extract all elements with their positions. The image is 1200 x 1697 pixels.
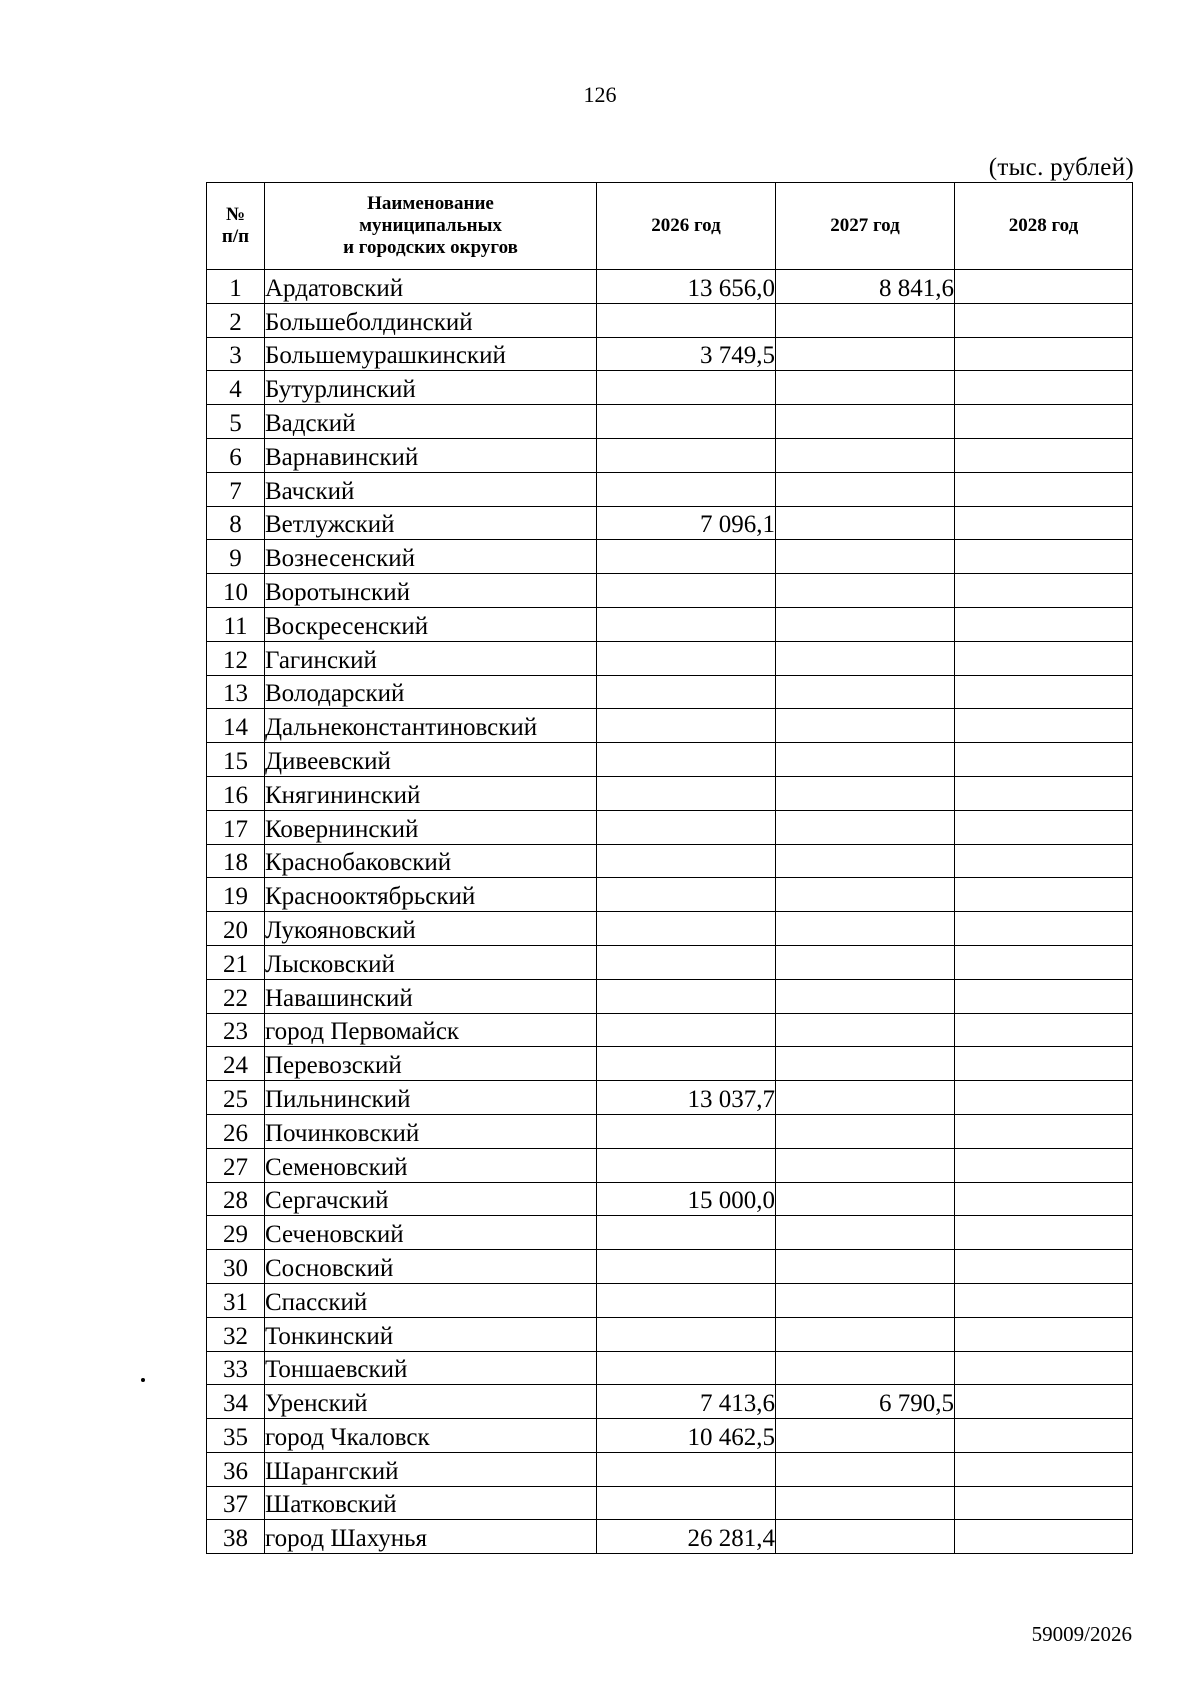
value-2027-cell	[776, 1114, 955, 1148]
district-name-cell: город Чкаловск	[265, 1419, 597, 1453]
document-number: 59009/2026	[1031, 1622, 1132, 1646]
row-number-cell: 9	[207, 540, 265, 574]
row-number-cell: 19	[207, 878, 265, 912]
row-number-cell: 31	[207, 1283, 265, 1317]
district-name-cell: Семеновский	[265, 1148, 597, 1182]
row-number-cell: 7	[207, 472, 265, 506]
row-number-cell: 13	[207, 675, 265, 709]
value-2026-cell	[597, 472, 776, 506]
value-2027-cell	[776, 1520, 955, 1554]
district-name-cell: Навашинский	[265, 979, 597, 1013]
table-row	[207, 675, 1133, 709]
header-number-line1: №	[225, 204, 246, 225]
value-2028-cell	[955, 675, 1133, 709]
table-row	[207, 1351, 1133, 1385]
value-2026-cell: 3 749,5	[597, 337, 776, 371]
row-number-cell: 18	[207, 844, 265, 878]
value-2028-cell	[955, 1520, 1133, 1554]
value-2026-cell	[597, 1250, 776, 1284]
district-name-cell: Спасский	[265, 1283, 597, 1317]
value-2026-cell	[597, 1047, 776, 1081]
table-row	[207, 878, 1133, 912]
table-row	[207, 506, 1133, 540]
row-number-cell: 25	[207, 1081, 265, 1115]
row-number-cell: 5	[207, 405, 265, 439]
table-row	[207, 1047, 1133, 1081]
value-2028-cell	[955, 945, 1133, 979]
value-2028-cell	[955, 979, 1133, 1013]
data-table	[206, 182, 1133, 1554]
table-row	[207, 1216, 1133, 1250]
value-2028-cell	[955, 472, 1133, 506]
value-2026-cell: 10 462,5	[597, 1419, 776, 1453]
row-number-cell: 30	[207, 1250, 265, 1284]
table-row	[207, 1081, 1133, 1115]
value-2026-cell	[597, 641, 776, 675]
district-name-cell: Шатковский	[265, 1486, 597, 1520]
district-name-cell: Володарский	[265, 675, 597, 709]
value-2028-cell	[955, 1216, 1133, 1250]
value-2027-cell	[776, 776, 955, 810]
value-2027-cell	[776, 945, 955, 979]
value-2026-cell	[597, 878, 776, 912]
value-2028-cell	[955, 574, 1133, 608]
table-row	[207, 472, 1133, 506]
value-2026-cell	[597, 405, 776, 439]
value-2027-cell	[776, 1419, 955, 1453]
value-2028-cell	[955, 1419, 1133, 1453]
value-2028-cell	[955, 776, 1133, 810]
table-row	[207, 1452, 1133, 1486]
value-2026-cell	[597, 743, 776, 777]
row-number-cell: 8	[207, 506, 265, 540]
table-row	[207, 1114, 1133, 1148]
table-row	[207, 540, 1133, 574]
table-row	[207, 1283, 1133, 1317]
table-row	[207, 641, 1133, 675]
value-2027-cell	[776, 1283, 955, 1317]
row-number-cell: 36	[207, 1452, 265, 1486]
value-2027-cell	[776, 1250, 955, 1284]
value-2028-cell	[955, 506, 1133, 540]
district-name-cell: Лукояновский	[265, 912, 597, 946]
district-name-cell: Ветлужский	[265, 506, 597, 540]
header-2028: 2028 год	[955, 183, 1133, 270]
value-2028-cell	[955, 1317, 1133, 1351]
value-2027-cell	[776, 337, 955, 371]
value-2028-cell	[955, 1081, 1133, 1115]
value-2026-cell	[597, 979, 776, 1013]
value-2028-cell	[955, 1013, 1133, 1047]
value-2027-cell	[776, 1013, 955, 1047]
table-row	[207, 337, 1133, 371]
value-2028-cell	[955, 1182, 1133, 1216]
table-row	[207, 709, 1133, 743]
value-2026-cell	[597, 1283, 776, 1317]
district-name-cell: Вачский	[265, 472, 597, 506]
row-number-cell: 32	[207, 1317, 265, 1351]
header-name-line3: и городских округов	[343, 237, 518, 258]
value-2027-cell	[776, 979, 955, 1013]
value-2027-cell	[776, 1216, 955, 1250]
row-number-cell: 15	[207, 743, 265, 777]
value-2026-cell	[597, 574, 776, 608]
table-row	[207, 405, 1133, 439]
district-name-cell: Сеченовский	[265, 1216, 597, 1250]
value-2026-cell: 7 096,1	[597, 506, 776, 540]
units-label: (тыс. рублей)	[988, 154, 1134, 181]
row-number-cell: 4	[207, 371, 265, 405]
district-name-cell: Большеболдинский	[265, 303, 597, 337]
district-name-cell: Вознесенский	[265, 540, 597, 574]
value-2027-cell	[776, 912, 955, 946]
district-name-cell: Княгининский	[265, 776, 597, 810]
value-2027-cell	[776, 709, 955, 743]
value-2026-cell	[597, 607, 776, 641]
table-row	[207, 979, 1133, 1013]
value-2026-cell	[597, 675, 776, 709]
value-2028-cell	[955, 1148, 1133, 1182]
value-2028-cell	[955, 540, 1133, 574]
district-name-cell: Ковернинский	[265, 810, 597, 844]
table-row	[207, 1148, 1133, 1182]
row-number-cell: 38	[207, 1520, 265, 1554]
district-name-cell: Краснооктябрьский	[265, 878, 597, 912]
value-2028-cell	[955, 641, 1133, 675]
value-2027-cell	[776, 1351, 955, 1385]
district-name-cell: Воротынский	[265, 574, 597, 608]
value-2027-cell	[776, 810, 955, 844]
value-2027-cell	[776, 1081, 955, 1115]
value-2028-cell	[955, 337, 1133, 371]
district-name-cell: Лысковский	[265, 945, 597, 979]
value-2026-cell	[597, 1216, 776, 1250]
table-row	[207, 776, 1133, 810]
value-2026-cell	[597, 540, 776, 574]
table-row	[207, 810, 1133, 844]
value-2026-cell	[597, 1114, 776, 1148]
value-2026-cell	[597, 1013, 776, 1047]
value-2027-cell	[776, 1047, 955, 1081]
table-row	[207, 945, 1133, 979]
row-number-cell: 20	[207, 912, 265, 946]
header-name-line1: Наименование	[367, 193, 494, 214]
value-2026-cell	[597, 1486, 776, 1520]
value-2027-cell	[776, 438, 955, 472]
header-number-line2: п/п	[221, 226, 250, 247]
value-2026-cell	[597, 303, 776, 337]
row-number-cell: 34	[207, 1385, 265, 1419]
row-number-cell: 29	[207, 1216, 265, 1250]
scan-dot-mark	[141, 1378, 145, 1382]
district-name-cell: Бутурлинский	[265, 371, 597, 405]
row-number-cell: 28	[207, 1182, 265, 1216]
district-name-cell: Ардатовский	[265, 270, 597, 304]
value-2027-cell	[776, 506, 955, 540]
value-2027-cell	[776, 1182, 955, 1216]
table-row	[207, 371, 1133, 405]
value-2027-cell	[776, 574, 955, 608]
value-2026-cell	[597, 776, 776, 810]
header-number	[207, 183, 265, 270]
district-name-cell: Большемурашкинский	[265, 337, 597, 371]
district-name-cell: Тоншаевский	[265, 1351, 597, 1385]
row-number-cell: 1	[207, 270, 265, 304]
value-2028-cell	[955, 607, 1133, 641]
row-number-cell: 10	[207, 574, 265, 608]
page-number: 126	[583, 82, 617, 107]
value-2028-cell	[955, 371, 1133, 405]
value-2026-cell	[597, 1452, 776, 1486]
district-name-cell: Сергачский	[265, 1182, 597, 1216]
table-row	[207, 1182, 1133, 1216]
table-row	[207, 438, 1133, 472]
value-2026-cell	[597, 810, 776, 844]
row-number-cell: 37	[207, 1486, 265, 1520]
district-name-cell: Варнавинский	[265, 438, 597, 472]
value-2027-cell	[776, 641, 955, 675]
value-2027-cell	[776, 675, 955, 709]
value-2026-cell: 13 656,0	[597, 270, 776, 304]
district-name-cell: Шарангский	[265, 1452, 597, 1486]
district-name-cell: город Шахунья	[265, 1520, 597, 1554]
value-2028-cell	[955, 810, 1133, 844]
value-2027-cell	[776, 1452, 955, 1486]
value-2027-cell	[776, 1148, 955, 1182]
row-number-cell: 27	[207, 1148, 265, 1182]
row-number-cell: 23	[207, 1013, 265, 1047]
district-name-cell: город Первомайск	[265, 1013, 597, 1047]
table-row	[207, 844, 1133, 878]
district-name-cell: Пильнинский	[265, 1081, 597, 1115]
row-number-cell: 35	[207, 1419, 265, 1453]
header-2027: 2027 год	[776, 183, 955, 270]
value-2027-cell	[776, 540, 955, 574]
row-number-cell: 26	[207, 1114, 265, 1148]
table-row	[207, 1250, 1133, 1284]
value-2026-cell: 15 000,0	[597, 1182, 776, 1216]
value-2027-cell	[776, 371, 955, 405]
district-name-cell: Перевозский	[265, 1047, 597, 1081]
header-name	[265, 183, 597, 270]
table-row	[207, 1520, 1133, 1554]
value-2026-cell	[597, 945, 776, 979]
row-number-cell: 14	[207, 709, 265, 743]
district-name-cell: Вадский	[265, 405, 597, 439]
value-2026-cell	[597, 371, 776, 405]
value-2028-cell	[955, 1283, 1133, 1317]
district-name-cell: Дивеевский	[265, 743, 597, 777]
value-2026-cell	[597, 1351, 776, 1385]
table-row	[207, 912, 1133, 946]
value-2026-cell	[597, 438, 776, 472]
value-2026-cell	[597, 1317, 776, 1351]
value-2026-cell	[597, 844, 776, 878]
row-number-cell: 12	[207, 641, 265, 675]
value-2028-cell	[955, 405, 1133, 439]
value-2028-cell	[955, 1452, 1133, 1486]
value-2027-cell: 6 790,5	[776, 1385, 955, 1419]
row-number-cell: 17	[207, 810, 265, 844]
district-name-cell: Тонкинский	[265, 1317, 597, 1351]
table-row	[207, 1013, 1133, 1047]
value-2026-cell	[597, 1148, 776, 1182]
value-2027-cell	[776, 472, 955, 506]
value-2028-cell	[955, 438, 1133, 472]
district-name-cell: Воскресенский	[265, 607, 597, 641]
district-name-cell: Дальнеконстантиновский	[265, 709, 597, 743]
value-2027-cell	[776, 405, 955, 439]
value-2028-cell	[955, 1486, 1133, 1520]
value-2027-cell	[776, 878, 955, 912]
table-row	[207, 303, 1133, 337]
district-name-cell: Уренский	[265, 1385, 597, 1419]
row-number-cell: 3	[207, 337, 265, 371]
header-2026: 2026 год	[597, 183, 776, 270]
value-2026-cell: 26 281,4	[597, 1520, 776, 1554]
district-name-cell: Гагинский	[265, 641, 597, 675]
row-number-cell: 2	[207, 303, 265, 337]
value-2027-cell	[776, 743, 955, 777]
value-2027-cell	[776, 844, 955, 878]
row-number-cell: 21	[207, 945, 265, 979]
value-2027-cell	[776, 1486, 955, 1520]
value-2028-cell	[955, 1250, 1133, 1284]
value-2027-cell: 8 841,6	[776, 270, 955, 304]
value-2028-cell	[955, 1351, 1133, 1385]
table-row	[207, 607, 1133, 641]
value-2028-cell	[955, 1114, 1133, 1148]
value-2027-cell	[776, 303, 955, 337]
value-2026-cell	[597, 709, 776, 743]
row-number-cell: 16	[207, 776, 265, 810]
value-2027-cell	[776, 607, 955, 641]
value-2028-cell	[955, 743, 1133, 777]
value-2027-cell	[776, 1317, 955, 1351]
value-2028-cell	[955, 709, 1133, 743]
district-name-cell: Краснобаковский	[265, 844, 597, 878]
table-header-row	[207, 183, 1133, 270]
value-2028-cell	[955, 270, 1133, 304]
district-name-cell: Починковский	[265, 1114, 597, 1148]
table-row	[207, 743, 1133, 777]
header-name-line2: муниципальных	[359, 215, 502, 236]
table-row	[207, 1419, 1133, 1453]
value-2028-cell	[955, 303, 1133, 337]
table-row	[207, 574, 1133, 608]
value-2028-cell	[955, 1385, 1133, 1419]
row-number-cell: 22	[207, 979, 265, 1013]
row-number-cell: 24	[207, 1047, 265, 1081]
row-number-cell: 11	[207, 607, 265, 641]
value-2028-cell	[955, 844, 1133, 878]
table-row	[207, 1385, 1133, 1419]
value-2028-cell	[955, 912, 1133, 946]
table-row	[207, 1317, 1133, 1351]
value-2028-cell	[955, 878, 1133, 912]
table-row	[207, 270, 1133, 304]
row-number-cell: 6	[207, 438, 265, 472]
value-2026-cell: 7 413,6	[597, 1385, 776, 1419]
value-2028-cell	[955, 1047, 1133, 1081]
table-row	[207, 1486, 1133, 1520]
value-2026-cell	[597, 912, 776, 946]
district-name-cell: Сосновский	[265, 1250, 597, 1284]
value-2026-cell: 13 037,7	[597, 1081, 776, 1115]
row-number-cell: 33	[207, 1351, 265, 1385]
